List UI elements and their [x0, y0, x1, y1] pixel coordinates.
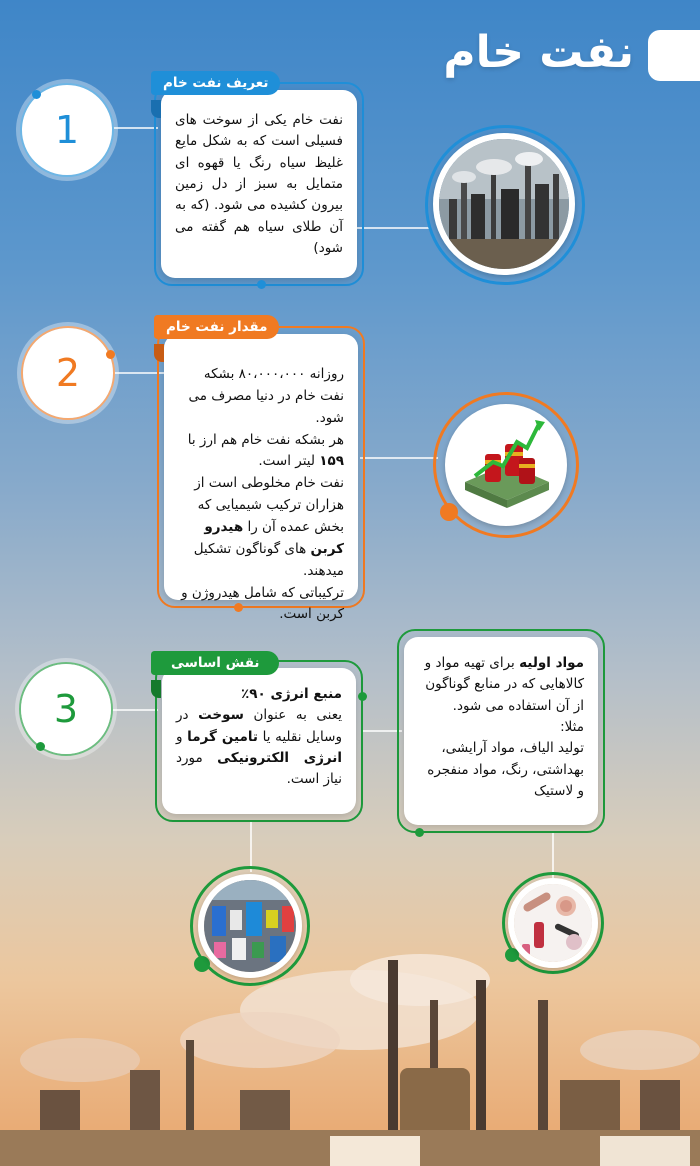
tab-role: نقش اساسی [151, 651, 279, 675]
tab-quantity: مقدار نفت خام [154, 315, 279, 339]
energy-card [162, 668, 356, 814]
tab-tail [154, 344, 164, 362]
accent-dot [257, 280, 266, 289]
definition-text: نفت خام یکی از سوخت های فسیلی است که به شکل مایع غلیظ سیاه رنگ یا قهوه ای متمایل به سبز از دل زمین بیرون کشیده می شود. (که به آن طلای سیاه هم گفته می شود) [175, 112, 343, 256]
energy-heat: تامین گرما [187, 728, 258, 745]
accent-dot [415, 828, 424, 837]
quantity-hydrocarbon: هیدرو کربن [204, 519, 344, 557]
quantity-text-4: ترکیباتی که شامل هیدروژن و کربن است. [181, 584, 344, 623]
step-number-1: 1 [22, 85, 112, 175]
energy-text-4: مورد نیاز است. [176, 749, 342, 788]
accent-dot [32, 90, 41, 99]
connector-line [108, 127, 158, 129]
quantity-text-2a: هر بشکه نفت خام هم ارز با [187, 431, 344, 448]
raw-material-text-3: تولید الیاف، مواد آرایشی، بهداشتی، رنگ، مواد منفجره و لاستیک [427, 740, 584, 799]
quantity-card [164, 334, 358, 623]
energy-heading: منبع انرژی ۹۰٪ [241, 686, 342, 702]
quantity-text-3c: های گوناگون تشکیل میدهند. [193, 540, 344, 579]
connector-line [355, 227, 430, 229]
energy-text-3: و [176, 728, 183, 745]
connector-line [110, 709, 158, 711]
quantity-text-1: روزانه ۸۰،۰۰۰،۰۰۰ بشکه نفت خام در دنیا مصرف می شود. [188, 366, 344, 426]
energy-text-2: در وسایل نقلیه یا [176, 707, 342, 745]
connector-line [360, 457, 438, 459]
step-number-3: 3 [21, 664, 111, 754]
quantity-text-3a: نفت خام مخلوطی است از هزاران ترکیب شیمیایی که بخش عمده آن را [194, 475, 344, 536]
energy-fuel: سوخت [198, 707, 244, 724]
energy-text-1: یعنی به عنوان [253, 707, 343, 724]
refinery-picture [433, 133, 575, 275]
energy-electronic: انرژی الکترونیکی [217, 749, 342, 766]
tab-tail [151, 680, 161, 698]
barrels-picture [445, 404, 567, 526]
accent-dot [36, 742, 45, 751]
refinery-skyline-icon [0, 930, 700, 1166]
accent-dot [234, 603, 243, 612]
raw-material-card [404, 637, 598, 825]
connector-line [250, 820, 252, 872]
raw-material-text-2: مثلا: [560, 718, 584, 735]
refinery-icon [439, 139, 569, 269]
refinery-background [0, 930, 700, 1166]
accent-dot [106, 350, 115, 359]
raw-material-text-1: برای تهیه مواد و کالاهایی که در منابع گوناگون از آن استفاده می شود. [424, 655, 584, 714]
quantity-liters: ۱۵۹ [319, 453, 344, 470]
tab-definition: تعریف نفت خام [151, 71, 280, 95]
quantity-text-2c: لیتر است. [258, 453, 315, 470]
raw-material-heading: مواد اولیه [519, 655, 584, 671]
step-number-2: 2 [23, 328, 113, 418]
definition-card [161, 90, 357, 278]
title-accent-pill [648, 30, 700, 81]
oil-barrels-money-icon [445, 404, 567, 526]
tab-tail [151, 100, 161, 118]
page-title: نفت خام [443, 27, 634, 78]
connector-line [362, 730, 402, 732]
accent-dot [358, 692, 367, 701]
